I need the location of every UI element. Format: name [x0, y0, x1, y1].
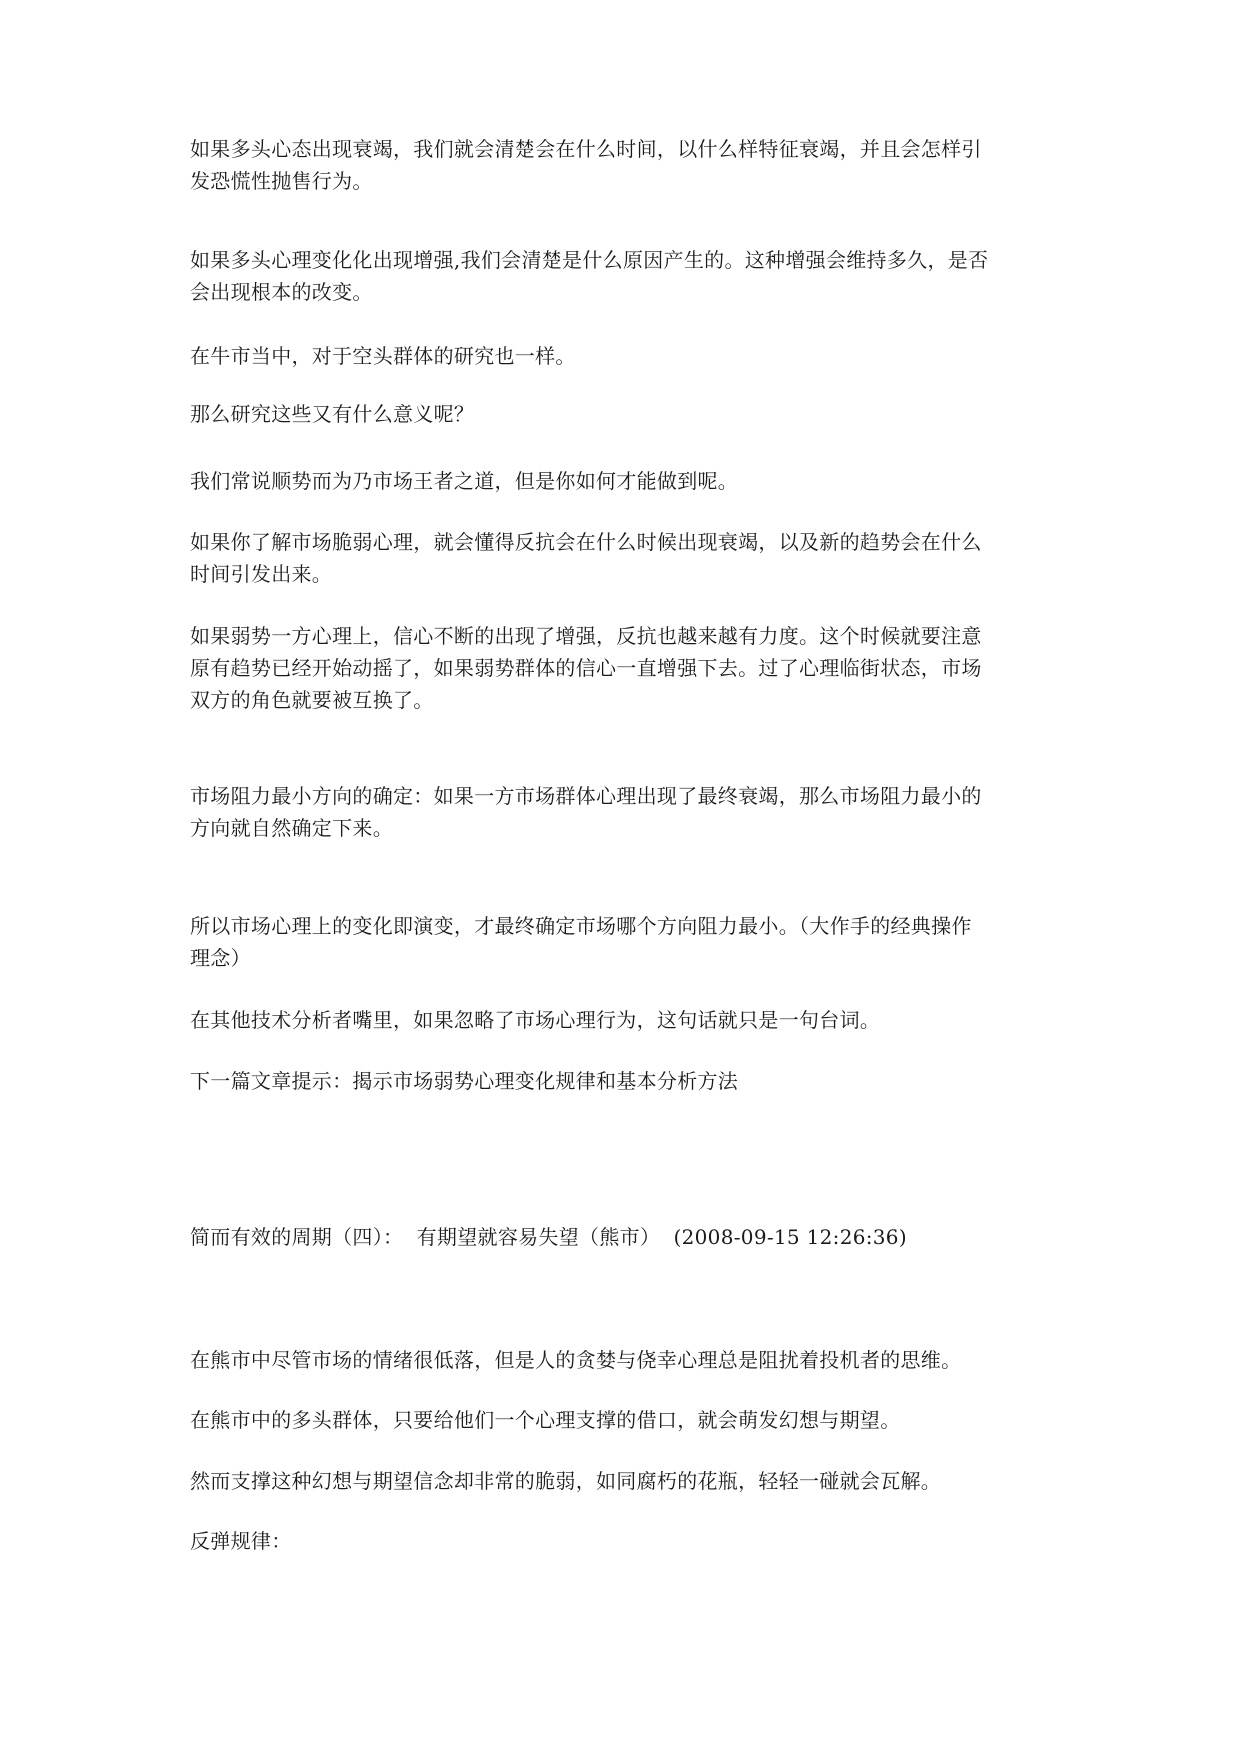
paragraph-14: 然而支撑这种幻想与期望信念却非常的脆弱，如同腐朽的花瓶，轻轻一碰就会瓦解。 [190, 1469, 942, 1493]
paragraph-4: 那么研究这些又有什么意义呢？ [190, 402, 475, 426]
paragraph-3: 在牛市当中，对于空头群体的研究也一样。 [190, 344, 576, 368]
paragraph-12: 在熊市中尽管市场的情绪很低落，但是人的贪婪与侥幸心理总是阻扰着投机者的思维。 [190, 1348, 962, 1372]
paragraph-13: 在熊市中的多头群体，只要给他们一个心理支撑的借口，就会萌发幻想与期望。 [190, 1408, 901, 1432]
paragraph-2: 如果多头心理变化化出现增强,我们会清楚是什么原因产生的。这种增强会维持多久，是否 会出现根本的改变。 [190, 248, 989, 304]
paragraph-8: 市场阻力最小方向的确定：如果一方市场群体心理出现了最终衰竭，那么市场阻力最小的 方向就自然确定下来。 [190, 784, 982, 840]
paragraph-15: 反弹规律： [190, 1529, 292, 1553]
paragraph-7: 如果弱势一方心理上，信心不断的出现了增强，反抗也越来越有力度。这个时候就要注意 原有趋势已经开始动摇了，如果弱势群体的信心一直增强下去。过了心理临街状态，市场 双方的角色就要被互换了。 [190, 624, 982, 712]
paragraph-1: 如果多头心态出现衰竭，我们就会清楚会在什么时间，以什么样特征衰竭，并且会怎样引 发恐慌性抛售行为。 [190, 137, 982, 193]
paragraph-9: 所以市场心理上的变化即演变，才最终确定市场哪个方向阻力最小。（大作手的经典操作 理念） [190, 914, 972, 970]
article-heading: 简而有效的周期（四）： 有期望就容易失望（熊市） (2008-09-15 12:26:36) [190, 1225, 907, 1249]
paragraph-11: 下一篇文章提示：揭示市场弱势心理变化规律和基本分析方法 [190, 1069, 739, 1093]
paragraph-10: 在其他技术分析者嘴里，如果忽略了市场心理行为，这句话就只是一句台词。 [190, 1008, 881, 1032]
paragraph-6: 如果你了解市场脆弱心理，就会懂得反抗会在什么时候出现衰竭，以及新的趋势会在什么 时间引发出来。 [190, 530, 982, 586]
paragraph-5: 我们常说顺势而为乃市场王者之道，但是你如何才能做到呢。 [190, 469, 739, 493]
